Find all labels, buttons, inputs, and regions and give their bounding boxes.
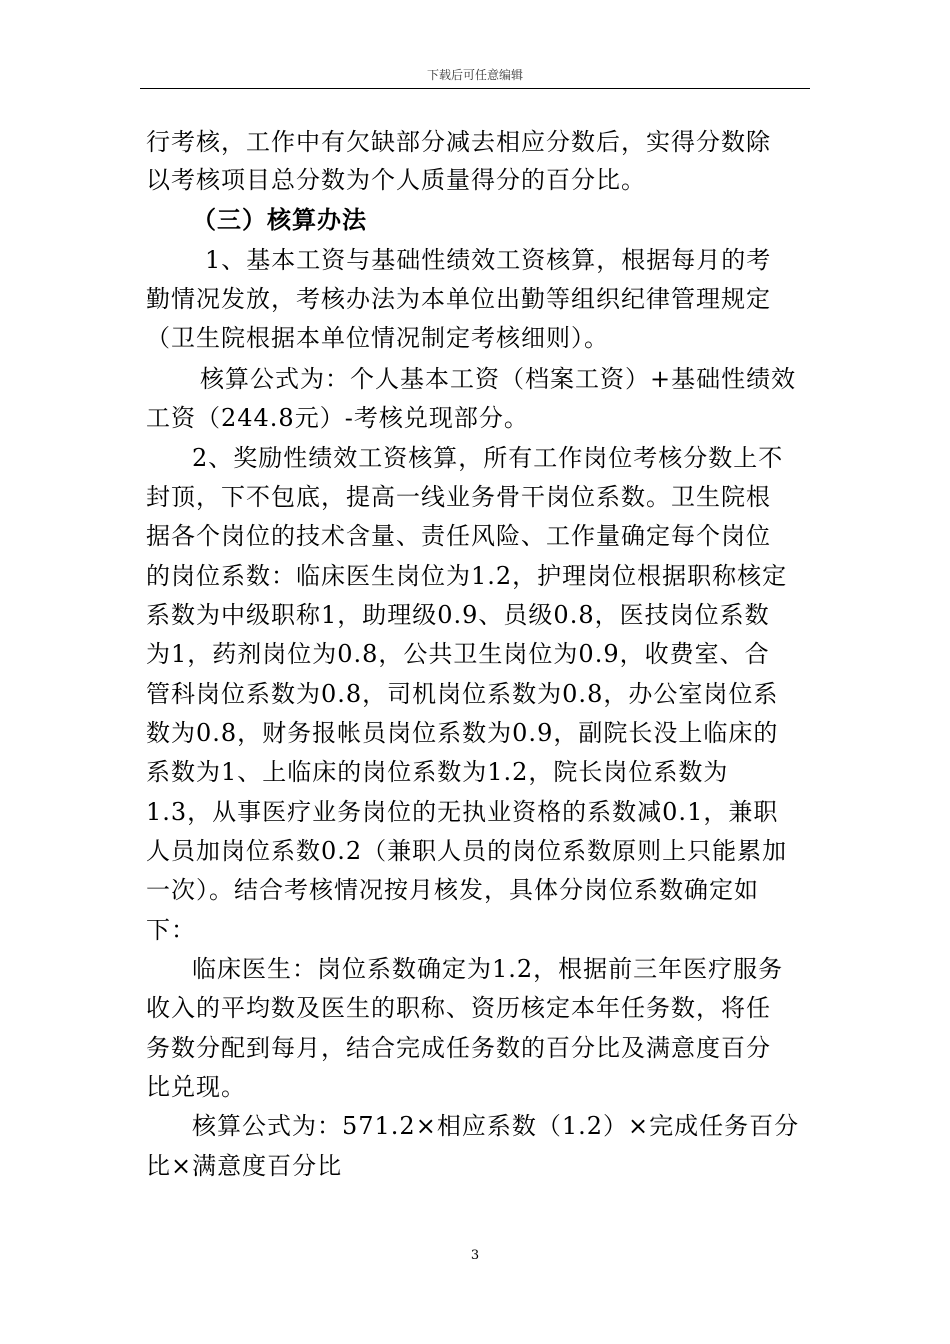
body-line: 2、奖励性绩效工资核算，所有工作岗位考核分数上不 [192, 444, 784, 472]
body-line: 比兑现。 [146, 1073, 246, 1101]
body-line: 一次）。结合考核情况按月核发，具体分岗位系数确定如 [146, 876, 759, 904]
body-line: 临床医生：岗位系数确定为1.2，根据前三年医疗服务 [192, 955, 784, 983]
header-rule [140, 88, 810, 89]
body-line: （卫生院根据本单位情况制定考核细则）。 [146, 324, 609, 352]
body-line: 1、基本工资与基础性绩效工资核算，根据每月的考 [205, 246, 772, 274]
body-line: 封顶，下不包底，提高一线业务骨干岗位系数。卫生院根 [146, 483, 771, 511]
body-line: 据各个岗位的技术含量、责任风险、工作量确定每个岗位 [146, 522, 771, 550]
body-line: 比×满意度百分比 [146, 1152, 343, 1180]
body-line: 1.3，从事医疗业务岗位的无执业资格的系数减0.1，兼职 [146, 798, 779, 826]
body-line: 为1，药剂岗位为0.8，公共卫生岗位为0.9，收费室、合 [146, 640, 770, 668]
body-line: 勤情况发放，考核办法为本单位出勤等组织纪律管理规定 [146, 285, 771, 313]
body-line: 人员加岗位系数0.2（兼职人员的岗位系数原则上只能累加 [146, 837, 788, 865]
section-heading: （三）核算办法 [192, 206, 367, 234]
body-line: 以考核项目总分数为个人质量得分的百分比。 [146, 166, 646, 194]
body-line: 行考核，工作中有欠缺部分减去相应分数后，实得分数除 [146, 128, 771, 156]
body-line: 管科岗位系数为0.8，司机岗位系数为0.8，办公室岗位系 [146, 680, 779, 708]
body-line: 务数分配到每月，结合完成任务数的百分比及满意度百分 [146, 1034, 771, 1062]
body-line: 系数为1、上临床的岗位系数为1.2，院长岗位系数为 [146, 758, 729, 786]
body-line: 下： [146, 916, 196, 944]
body-line: 系数为中级职称1，助理级0.9、员级0.8，医技岗位系数 [146, 601, 770, 629]
body-line: 的岗位系数：临床医生岗位为1.2，护理岗位根据职称核定 [146, 562, 788, 590]
page-number: 3 [470, 1248, 480, 1263]
body-line: 数为0.8，财务报帐员岗位系数为0.9，副院长没上临床的 [146, 719, 779, 747]
body-line: 工资（244.8元）-考核兑现部分。 [146, 404, 529, 432]
body-line: 核算公式为：571.2×相应系数（1.2）×完成任务百分 [192, 1112, 800, 1140]
page-header: 下载后可任意编辑 [426, 68, 523, 82]
body-line: 收入的平均数及医生的职称、资历核定本年任务数，将任 [146, 994, 771, 1022]
body-line: 核算公式为：个人基本工资（档案工资）+基础性绩效 [200, 365, 797, 393]
